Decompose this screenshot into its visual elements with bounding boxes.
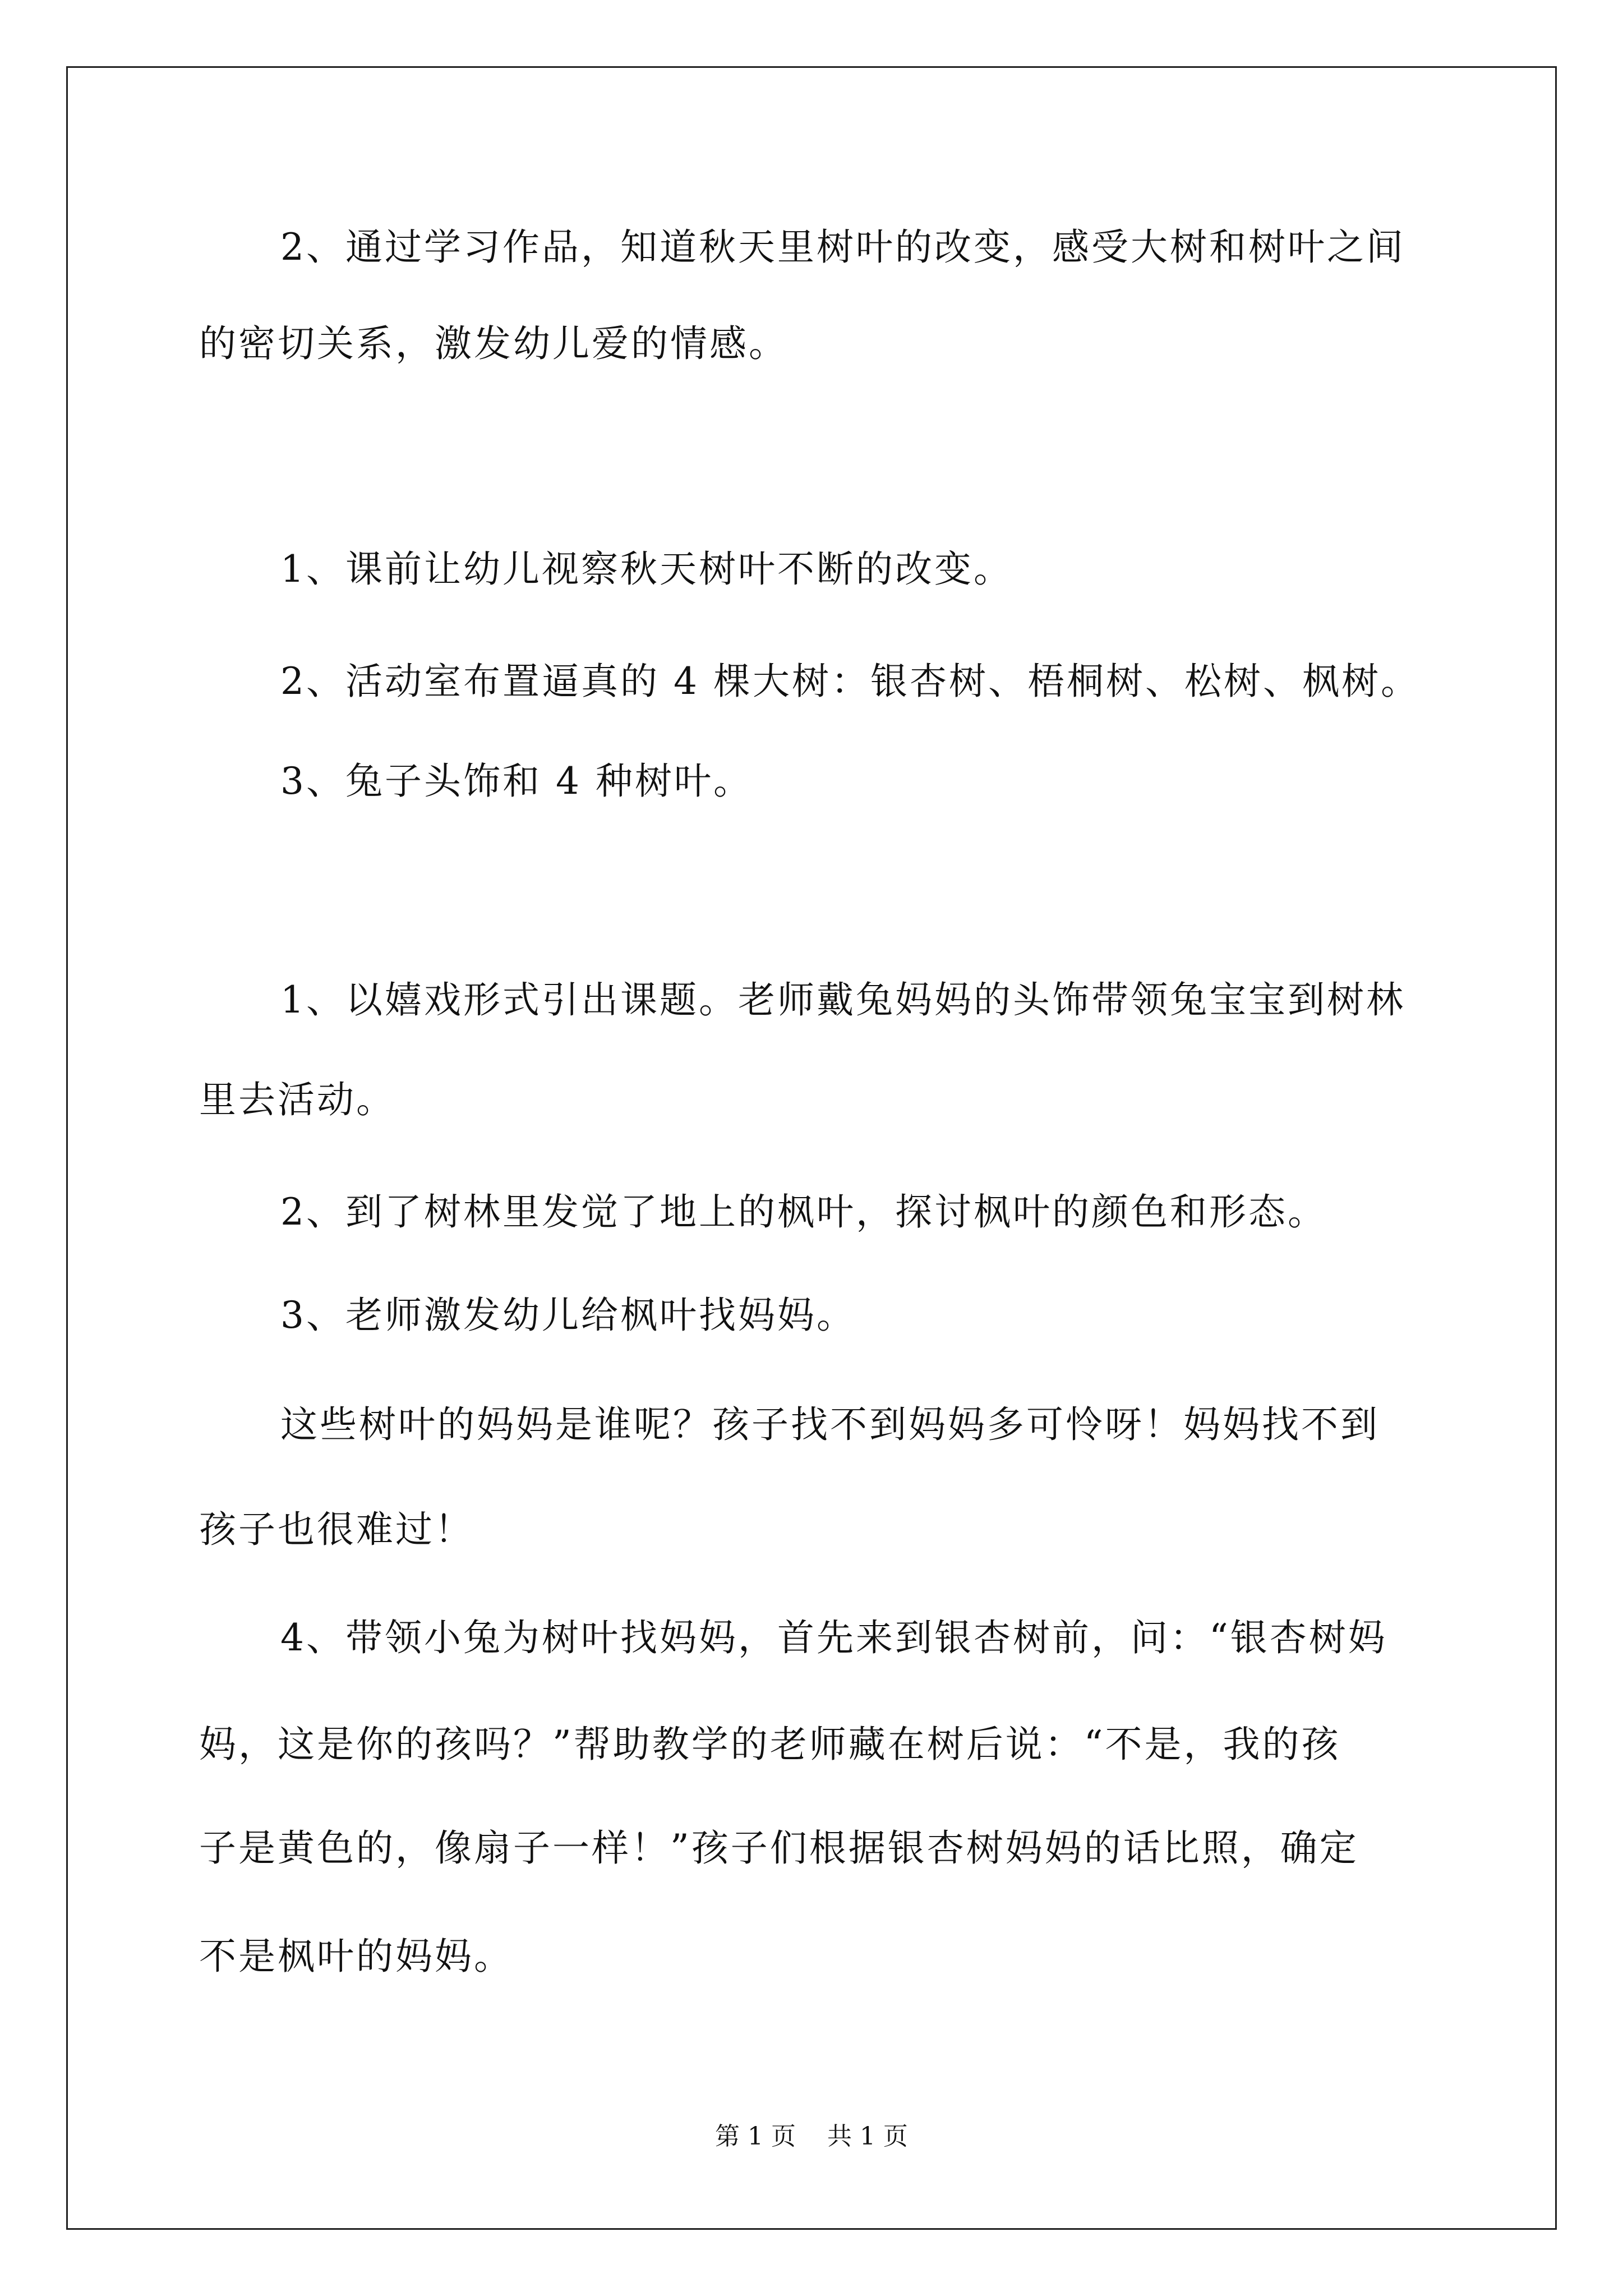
paragraph-line: 里去活动。 [199, 1078, 395, 1121]
paragraph-line: 这些树叶的妈妈是谁呢？孩子找不到妈妈多可怜呀！妈妈找不到 [280, 1403, 1380, 1446]
paragraph-line: 2、通过学习作品，知道秋天里树叶的改变，感受大树和树叶之间 [280, 226, 1405, 269]
paragraph-line: 不是枫叶的妈妈。 [199, 1935, 513, 1978]
paragraph-line: 4、带领小兔为树叶找妈妈，首先来到银杏树前，问：“银杏树妈 [280, 1616, 1387, 1659]
paragraph-line: 3、兔子头饰和 4 种树叶。 [280, 760, 753, 803]
paragraph-line: 2、活动室布置逼真的 4 棵大树：银杏树、梧桐树、松树、枫树。 [280, 660, 1420, 703]
paragraph-line: 妈，这是你的孩吗？”帮助教学的老师藏在树后说：“不是，我的孩 [199, 1723, 1341, 1766]
page-border [66, 66, 1557, 2230]
paragraph-line: 孩子也很难过！ [199, 1508, 474, 1551]
paragraph-line: 2、到了树林里发觉了地上的枫叶，探讨枫叶的颜色和形态。 [280, 1190, 1327, 1234]
paragraph-line: 1、以嬉戏形式引出课题。老师戴兔妈妈的头饰带领兔宝宝到树林 [280, 978, 1405, 1022]
page-number-footer: 第 1 页 共 1 页 [715, 2122, 908, 2151]
paragraph-line: 1、课前让幼儿视察秋天树叶不断的改变。 [280, 547, 1013, 591]
paragraph-line: 的密切关系，激发幼儿爱的情感。 [199, 322, 788, 365]
paragraph-line: 3、老师激发幼儿给枫叶找妈妈。 [280, 1294, 856, 1337]
paragraph-line: 子是黄色的，像扇子一样！”孩子们根据银杏树妈妈的话比照，确定 [199, 1826, 1359, 1870]
